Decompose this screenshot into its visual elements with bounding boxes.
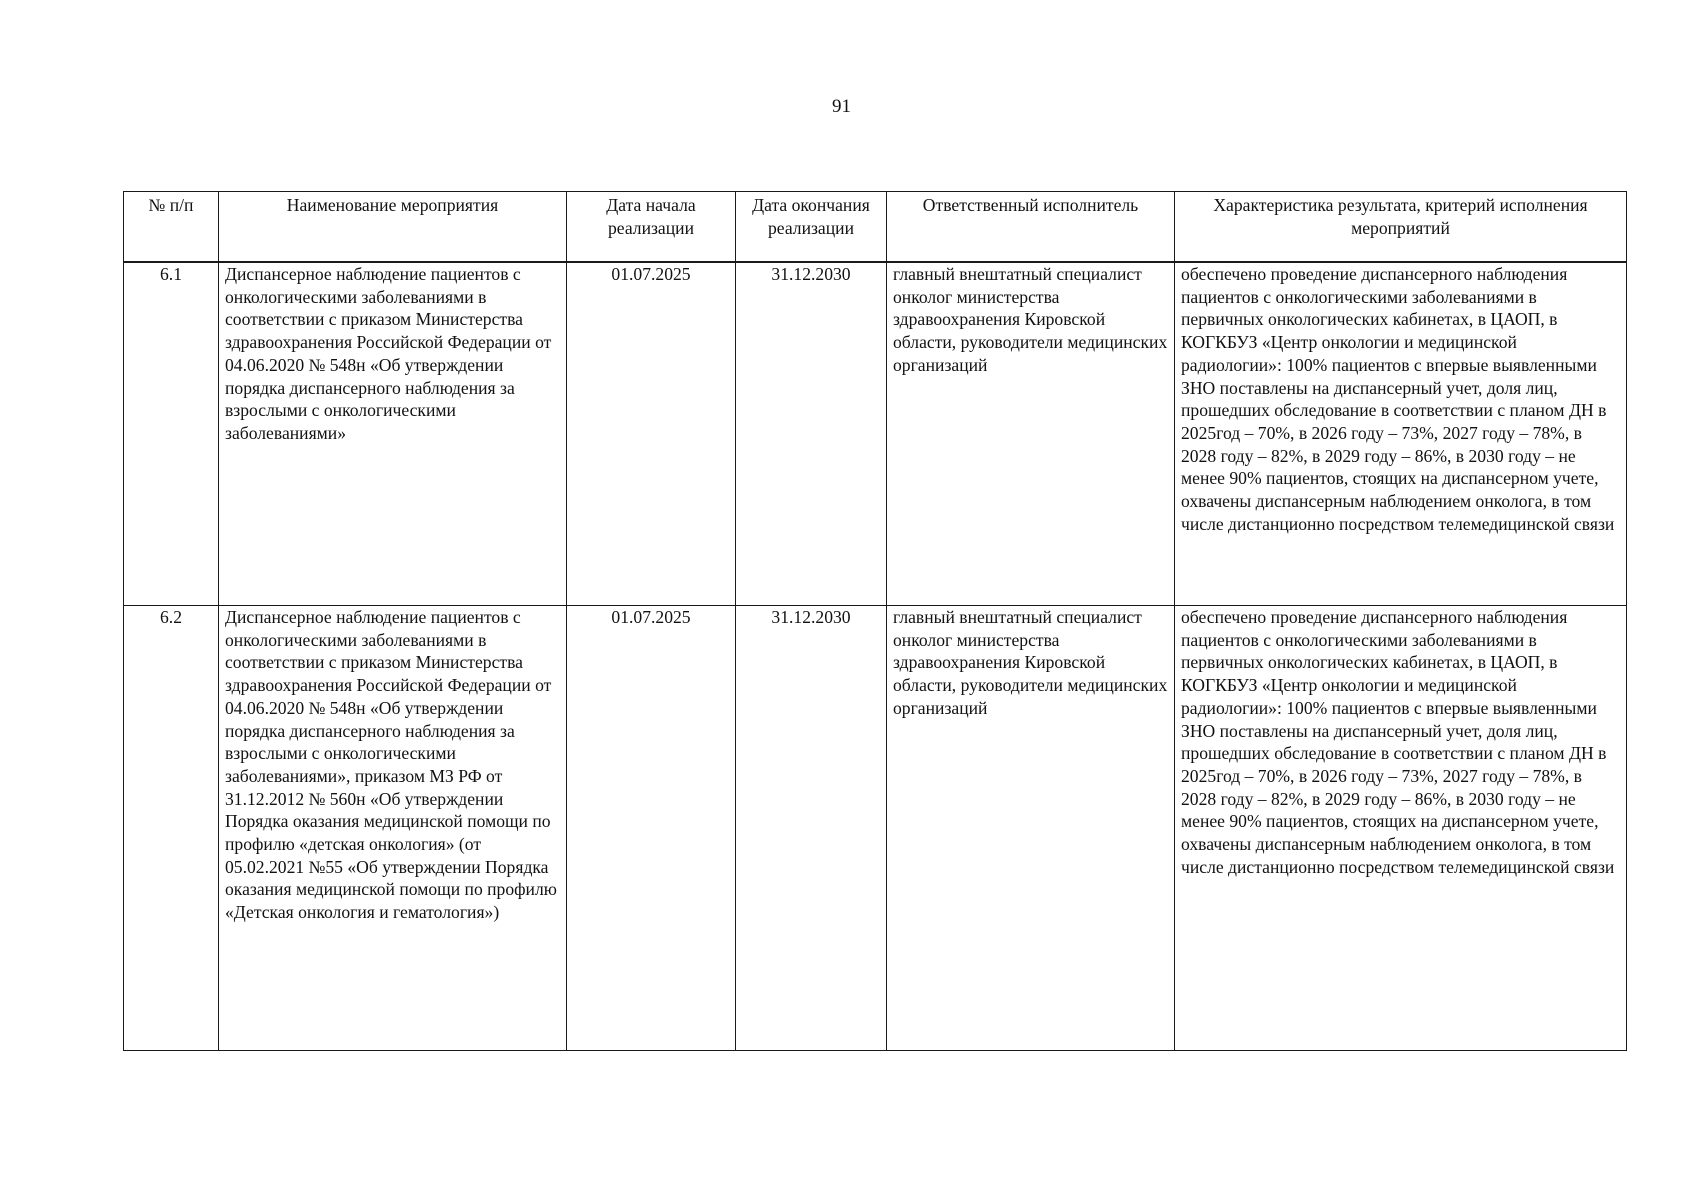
header-executor: Ответственный исполнитель xyxy=(887,192,1175,263)
start-date: 01.07.2025 xyxy=(567,262,736,606)
end-date: 31.12.2030 xyxy=(736,262,887,606)
page-number: 91 xyxy=(832,96,851,117)
activities-table xyxy=(123,191,1627,1051)
activity-name: Диспансерное наблюдение пациентов с онкологическими заболеваниями в соответствии с приказом Министерства здравоохранения Российской Федерации от 04.06.2020 № 548н «Об утверждении порядка диспансерного наблюдения за взрослыми с онкологическими заболеваниями» xyxy=(219,262,567,606)
header-result: Характеристика результата, критерий исполнения мероприятий xyxy=(1175,192,1627,263)
responsible-executor: главный внештатный специалист онколог министерства здравоохранения Кировской области, руководители медицинских организаций xyxy=(887,262,1175,606)
responsible-executor: главный внештатный специалист онколог министерства здравоохранения Кировской области, руководители медицинских организаций xyxy=(887,606,1175,1051)
table-header-row xyxy=(124,192,1627,263)
header-end-date: Дата окончания реализации xyxy=(736,192,887,263)
row-number: 6.1 xyxy=(124,262,219,606)
row-number: 6.2 xyxy=(124,606,219,1051)
result-description: обеспечено проведение диспансерного наблюдения пациентов с онкологическими заболеваниями в первичных онкологических кабинетах, в ЦАОП, в КОГКБУЗ «Центр онкологии и медицинской радиологии»: 100% пациентов с впервые выявленными ЗНО поставлены на диспансерный учет, доля лиц, прошедших обследование в соответствии с планом ДН в 2025год – 70%, в 2026 году – 73%, 2027 году – 78%, в 2028 году – 82%, в 2029 году – 86%, в 2030 году – не менее 90% пациентов, стоящих на диспансерном учете, охвачены диспансерным наблюдением онколога, в том числе дистанционно посредством телемедицинской связи xyxy=(1175,606,1627,1051)
result-description: обеспечено проведение диспансерного наблюдения пациентов с онкологическими заболеваниями в первичных онкологических кабинетах, в ЦАОП, в КОГКБУЗ «Центр онкологии и медицинской радиологии»: 100% пациентов с впервые выявленными ЗНО поставлены на диспансерный учет, доля лиц, прошедших обследование в соответствии с планом ДН в 2025год – 70%, в 2026 году – 73%, 2027 году – 78%, в 2028 году – 82%, в 2029 году – 86%, в 2030 году – не менее 90% пациентов, стоящих на диспансерном учете, охвачены диспансерным наблюдением онколога, в том числе дистанционно посредством телемедицинской связи xyxy=(1175,262,1627,606)
activity-name: Диспансерное наблюдение пациентов с онкологическими заболеваниями в соответствии с приказом Министерства здравоохранения Российской Федерации от 04.06.2020 № 548н «Об утверждении порядка диспансерного наблюдения за взрослыми с онкологическими заболеваниями», приказом МЗ РФ от 31.12.2012 № 560н «Об утверждении Порядка оказания медицинской помощи по профилю «детская онкология» (от 05.02.2021 №55 «Об утверждении Порядка оказания медицинской помощи по профилю «Детская онкология и гематология») xyxy=(219,606,567,1051)
table-row xyxy=(124,262,1627,606)
header-start-date: Дата начала реализации xyxy=(567,192,736,263)
end-date: 31.12.2030 xyxy=(736,606,887,1051)
header-number: № п/п xyxy=(124,192,219,263)
table-row xyxy=(124,606,1627,1051)
header-activity-name: Наименование мероприятия xyxy=(219,192,567,263)
start-date: 01.07.2025 xyxy=(567,606,736,1051)
